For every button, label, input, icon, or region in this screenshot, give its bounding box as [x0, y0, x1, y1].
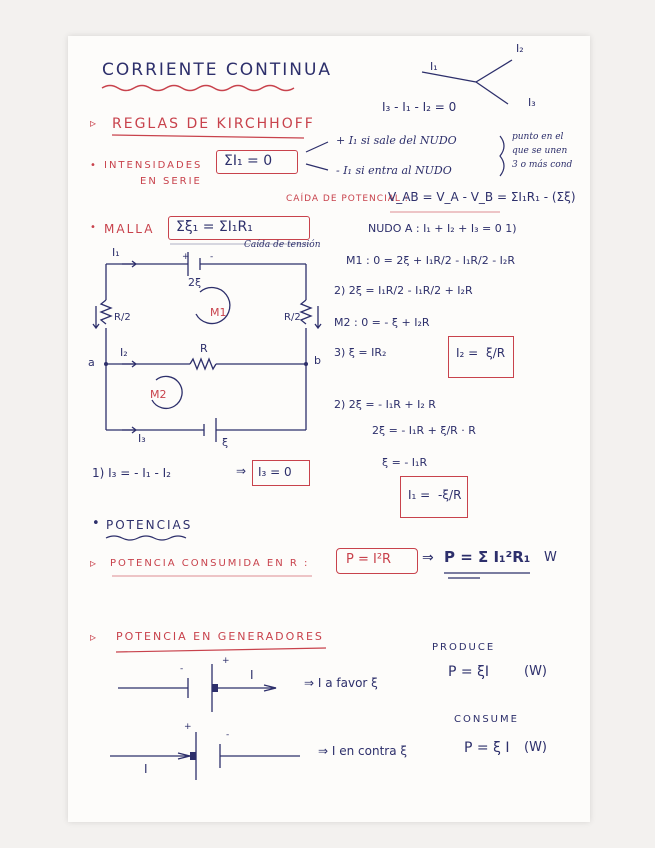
result-3: I₃ = 0 [258, 465, 292, 479]
consume-unit: (W) [524, 740, 547, 755]
circuit-m2: M2 [150, 388, 167, 401]
bullet-triangle-3: ▹ [90, 630, 97, 644]
malla-formula: Σξ₁ = ΣI₁R₁ [176, 219, 253, 235]
eq-m2: M2 : 0 = - ξ + I₂R [334, 316, 430, 329]
title-underline [102, 86, 294, 91]
node-note-3: 3 o más cond [512, 160, 573, 170]
eq-2: 2) 2ξ = I₁R/2 - I₁R/2 + I₂R [334, 284, 473, 297]
node-a [104, 362, 108, 366]
bullet-triangle: ▹ [90, 116, 97, 130]
page-title: CORRIENTE CONTINUA [102, 60, 333, 80]
produce-current: I [250, 668, 254, 682]
node-label-i3: I₃ [528, 96, 536, 109]
eq-nudo: NUDO A : I₁ + I₂ + I₃ = 0 1) [368, 222, 517, 235]
circuit-i2: I₂ [120, 346, 128, 359]
node-wire-i2 [476, 60, 512, 82]
produce-minus: - [180, 664, 184, 674]
arrow-implies: ⇒ [236, 464, 247, 478]
node-wire-i3 [476, 82, 508, 104]
caida-formula: V_AB = V_A - V_B = ΣI₁R₁ - (Σξ) [388, 190, 576, 204]
intensidades-label: INTENSIDADES [104, 160, 203, 171]
generator-consume [110, 732, 300, 780]
node-note-1: punto en el [512, 132, 564, 142]
bullet-dot-2: • [90, 222, 96, 233]
generadores-underline [116, 648, 326, 652]
arrow-minus [306, 164, 328, 170]
bullet-triangle-2: ▹ [90, 556, 97, 570]
circuit-plus: + [182, 252, 190, 262]
circuit-i1: I₁ [112, 246, 120, 259]
circuit-b: b [314, 354, 321, 367]
consume-minus: - [226, 730, 230, 740]
intensidades-sub: EN SERIE [140, 176, 202, 187]
node-label-i1: I₁ [430, 60, 438, 73]
circuit-m1: M1 [210, 306, 227, 319]
kirchhoff-underline [112, 135, 304, 138]
kirchhoff-heading: REGLAS DE KIRCHHOFF [112, 116, 315, 132]
consume-formula: P = ξ I [464, 740, 510, 756]
intensidades-plus: + I₁ si sale del NUDO [336, 134, 457, 147]
potencias-underline [106, 536, 186, 540]
malla-label: MALLA [104, 222, 155, 236]
formula2: P = Σ I₁²R₁ [444, 548, 531, 566]
result-2-rhs: -ξ/R [438, 488, 462, 502]
intensidades-formula: ΣI₁ = 0 [224, 153, 273, 169]
consume-current: I [144, 762, 148, 776]
intensidades-minus: - I₁ si entra al NUDO [336, 164, 452, 177]
produce-text: ⇒ I a favor ξ [304, 676, 378, 690]
malla-note: Caída de tensión [244, 240, 321, 250]
eq-4: 2) 2ξ = - I₁R + I₂ R [334, 398, 436, 411]
circuit-r2-right: R/2 [284, 312, 301, 323]
consume-plus: + [184, 722, 192, 732]
arrow-plus [306, 142, 328, 152]
result-2-lhs: I₁ = [408, 488, 431, 502]
circuit-xi: ξ [222, 436, 229, 449]
eq-5: 2ξ = - I₁R + ξ/R · R [372, 424, 476, 437]
arrow-implies-2: ⇒ [422, 550, 434, 566]
consumida-label: POTENCIA CONSUMIDA EN R : [110, 558, 310, 569]
formula2-unit: W [544, 550, 557, 565]
circuit-a: a [88, 356, 95, 369]
node-note-2: que se unen [512, 146, 568, 156]
generadores-label: POTENCIA EN GENERADORES [116, 630, 324, 643]
circuit-minus: - [210, 252, 214, 262]
node-label-i2: I₂ [516, 42, 524, 55]
consume-label: CONSUME [454, 714, 519, 725]
caida-label: CAÍDA DE POTENCIAL : [286, 194, 409, 204]
produce-unit: (W) [524, 664, 547, 679]
node-equation: I₃ - I₁ - I₂ = 0 [382, 100, 457, 114]
consume-text: ⇒ I en contra ξ [318, 744, 408, 758]
produce-plus: + [222, 656, 230, 666]
circuit-r2-left: R/2 [114, 312, 131, 323]
circuit-r: R [200, 342, 208, 355]
eq-6: ξ = - I₁R [382, 456, 428, 469]
node-wire-i1 [422, 72, 476, 82]
brace-right [500, 136, 504, 176]
result-1-lhs: I₂ = [456, 346, 479, 360]
eq-3: 3) ξ = IR₂ [334, 346, 387, 359]
formula1: P = I²R [346, 552, 392, 567]
circuit-e2: 2ξ [188, 276, 202, 289]
node-b [304, 362, 308, 366]
bullet-dot: • [90, 160, 96, 171]
eq-m1: M1 : 0 = 2ξ + I₁R/2 - I₁R/2 - I₂R [346, 254, 515, 267]
circuit-i3: I₃ [138, 432, 146, 445]
potencias-title: POTENCIAS [106, 518, 193, 532]
produce-formula: P = ξI [448, 664, 490, 680]
produce-label: PRODUCE [432, 642, 496, 653]
bullet-dot-3: • [92, 516, 100, 531]
eq-7: 1) I₃ = - I₁ - I₂ [92, 466, 171, 480]
result-1-rhs: ξ/R [486, 346, 506, 360]
